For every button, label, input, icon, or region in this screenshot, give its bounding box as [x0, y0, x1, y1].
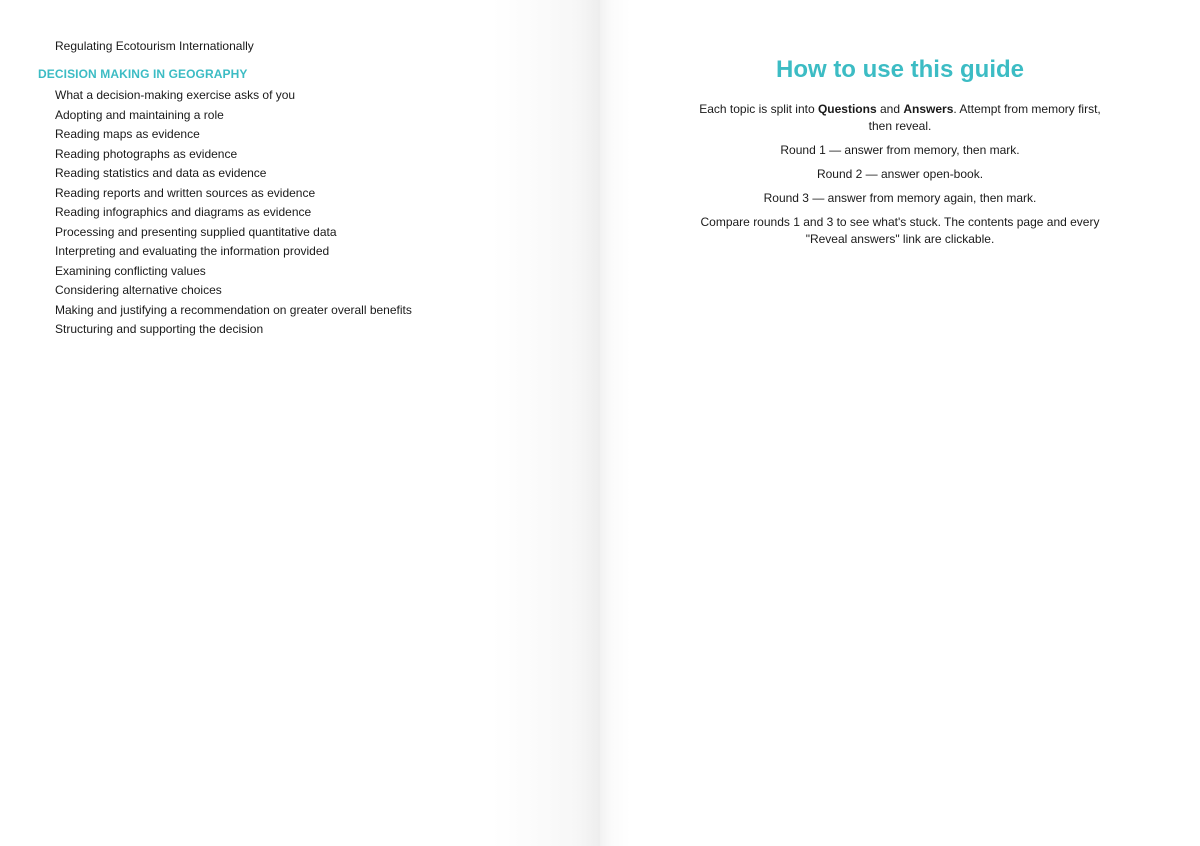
toc-item-previous[interactable]: Regulating Ecotourism Internationally — [55, 39, 254, 53]
toc-section-heading[interactable]: DECISION MAKING IN GEOGRAPHY — [38, 67, 248, 81]
intro-text-and: and — [876, 102, 904, 116]
intro-text-start: Each topic is split into — [699, 102, 818, 116]
round-2-instruction: Round 2 — answer open-book. — [816, 167, 984, 181]
round-3-instruction: Round 3 — answer from memory again, then mark. — [763, 191, 1037, 205]
toc-item[interactable]: Reading maps as evidence — [55, 127, 200, 141]
guide-title: How to use this guide — [775, 56, 1024, 83]
compare-instruction: Compare rounds 1 and 3 to see what's stuck. The contents page and every "Reveal answers" link are clickable. — [700, 215, 1100, 246]
toc-item[interactable]: Processing and presenting supplied quantitative data — [55, 224, 337, 239]
answers-term: Answers — [903, 102, 954, 116]
toc-item[interactable]: Reading photographs as evidence — [55, 146, 238, 161]
toc-item[interactable]: Interpreting and evaluating the information provided — [55, 244, 330, 258]
toc-item[interactable]: Reading statistics and data as evidence — [55, 166, 267, 180]
toc-item[interactable]: Making and justifying a recommendation on greater overall benefits — [55, 302, 412, 317]
round-1-instruction: Round 1 — answer from memory, then mark. — [780, 143, 1020, 157]
intro-paragraph — [690, 101, 1110, 135]
intro-text-end: . Attempt from memory first, then reveal. — [868, 102, 1101, 133]
toc-item[interactable]: Adopting and maintaining a role — [55, 107, 224, 122]
toc-item[interactable]: Considering alternative choices — [55, 283, 222, 297]
questions-term: Questions — [817, 102, 877, 116]
guide-instructions — [690, 101, 1110, 255]
toc-item[interactable]: Structuring and supporting the decision — [55, 322, 264, 336]
toc-list — [55, 88, 412, 342]
toc-item[interactable]: Reading infographics and diagrams as evidence — [55, 205, 312, 219]
guide-page — [600, 0, 1200, 846]
toc-item[interactable]: Reading reports and written sources as evidence — [55, 185, 316, 200]
toc-item[interactable]: Examining conflicting values — [55, 263, 206, 278]
toc-item[interactable]: What a decision-making exercise asks of you — [55, 88, 296, 102]
